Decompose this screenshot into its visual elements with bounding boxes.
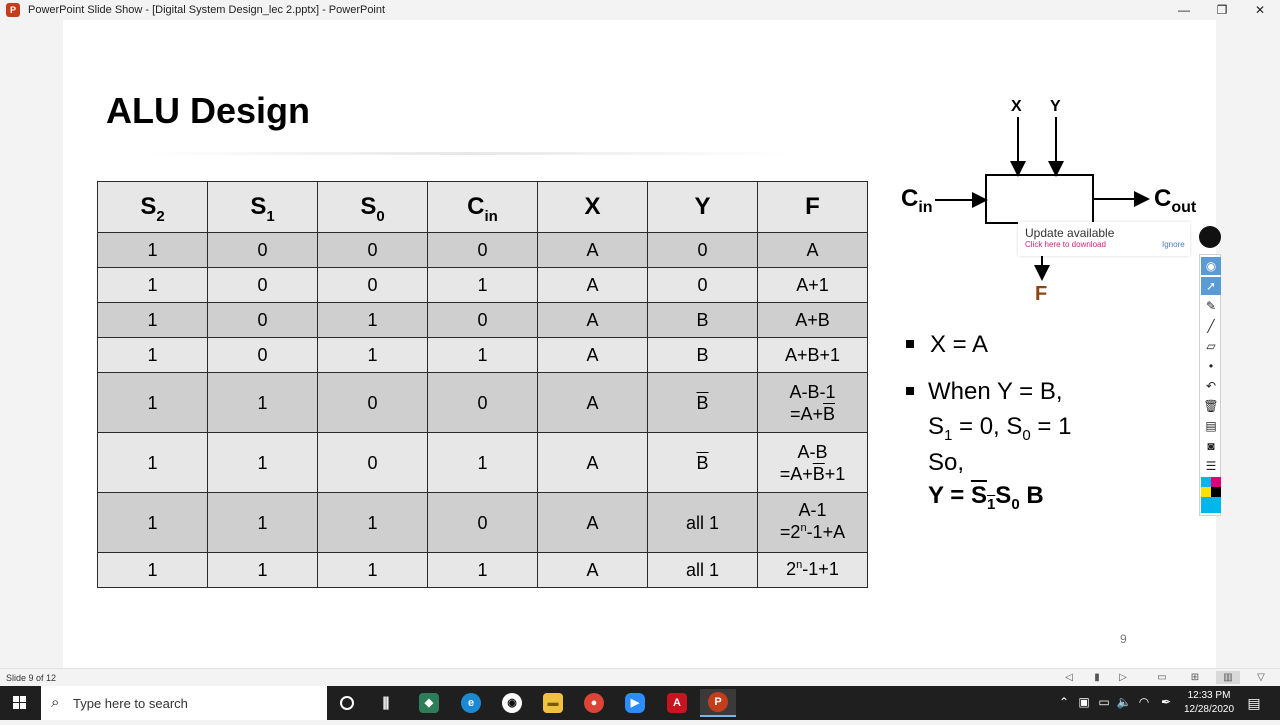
cell-f: A-1 $=2^n-1+A$ (758, 493, 868, 553)
header-s1: $S_1$ (208, 182, 318, 233)
cell-x: A (538, 553, 648, 588)
bullet-marker (906, 387, 914, 395)
normal-view-icon[interactable]: ▭ (1157, 672, 1167, 683)
cell-s1: 1 (208, 493, 318, 553)
taskbar-clock[interactable] (1180, 689, 1238, 717)
notes-icon[interactable]: ☰ (1205, 459, 1217, 473)
table-row (98, 233, 868, 268)
app-bulb-icon[interactable]: ◉ (494, 689, 530, 717)
cell-s1: 0 (208, 233, 318, 268)
table-row (98, 338, 868, 373)
cell-s1: 0 (208, 338, 318, 373)
alu-truth-table (97, 181, 868, 588)
minimize-button[interactable]: — (1178, 3, 1190, 17)
cell-s2: 1 (98, 338, 208, 373)
cell-y: 0 (648, 233, 758, 268)
trash-icon[interactable]: 🗑 (1203, 399, 1219, 413)
cell-cin: 0 (428, 493, 538, 553)
alu-box (986, 175, 1093, 223)
cell-f: A (758, 233, 868, 268)
chrome-icon[interactable]: ● (576, 689, 612, 717)
cell-f: A+1 (758, 268, 868, 303)
cin-label: $C_{in}$ (901, 185, 933, 216)
previous-slide-icon[interactable]: ◁ (1065, 672, 1073, 683)
cell-cin: 0 (428, 303, 538, 338)
clock-date: 12/28/2020 (1183, 704, 1235, 715)
cell-s1: 0 (208, 303, 318, 338)
search-icon: ⌕ (51, 694, 60, 711)
table-header-row (98, 182, 868, 233)
cell-s2: 1 (98, 433, 208, 493)
undo-icon[interactable]: ↶ (1205, 379, 1217, 393)
cell-x: A (538, 303, 648, 338)
cell-y: B (648, 338, 758, 373)
bullet-x-equals-a: X = A (930, 331, 989, 358)
next-slide-icon[interactable]: ▷ (1119, 672, 1127, 683)
lightbulb-icon[interactable] (1199, 226, 1221, 248)
board-icon[interactable]: ▤ (1205, 419, 1217, 433)
cell-cin: 1 (428, 338, 538, 373)
table-row (98, 373, 868, 433)
color-blue-swatch[interactable] (1201, 497, 1221, 513)
cell-s2: 1 (98, 373, 208, 433)
cout-label: $C_{out}$ (1154, 185, 1197, 216)
color-black-swatch[interactable] (1211, 487, 1221, 497)
cell-y: all 1 (648, 553, 758, 588)
tray-meet-icon[interactable]: ▣ (1078, 695, 1090, 709)
close-button[interactable]: ✕ (1254, 3, 1266, 17)
cell-x: A (538, 493, 648, 553)
cell-cin: 1 (428, 553, 538, 588)
eye-icon[interactable]: ◉ (1201, 257, 1221, 275)
camera-icon[interactable]: ◙ (1207, 439, 1215, 453)
cell-s0: 0 (318, 268, 428, 303)
cell-cin: 0 (428, 373, 538, 433)
cell-x: A (538, 433, 648, 493)
restore-button[interactable]: ❐ (1216, 3, 1228, 17)
cell-s0: 1 (318, 303, 428, 338)
page-number: 9 (1120, 632, 1127, 646)
status-bar (0, 668, 1280, 686)
windows-start-button[interactable] (0, 686, 40, 720)
window-title: PowerPoint Slide Show - [Digital System Design_lec 2.pptx] - PowerPoint (28, 4, 386, 16)
header-y: Y (648, 182, 758, 233)
cell-y: $\overline{B}$ (648, 433, 758, 493)
header-cin: $C_{in}$ (428, 182, 538, 233)
menu-icon[interactable]: ▮ (1094, 672, 1100, 683)
color-magenta-swatch[interactable] (1211, 477, 1221, 487)
slideshow-view-icon[interactable]: ▽ (1257, 672, 1265, 683)
cell-f: A+B (758, 303, 868, 338)
cell-y: $\overline{B}$ (648, 373, 758, 433)
file-explorer-icon[interactable]: ▬ (535, 689, 571, 717)
powerpoint-taskbar-icon[interactable]: P (700, 689, 736, 717)
cell-s0: 0 (318, 233, 428, 268)
cell-y: all 1 (648, 493, 758, 553)
powerpoint-icon: P (6, 3, 20, 17)
tray-battery-icon[interactable]: ▭ (1098, 695, 1110, 709)
cell-s2: 1 (98, 553, 208, 588)
speaker-icon[interactable]: 🔈 (1116, 695, 1132, 709)
f-label: F (1035, 283, 1048, 305)
pen-workspace-icon[interactable]: ✒ (1160, 695, 1172, 709)
table-row (98, 303, 868, 338)
task-view-icon[interactable]: ⫼ (382, 695, 390, 711)
table-row (98, 493, 868, 553)
slide-title: ALU Design (106, 90, 311, 131)
reading-view-icon[interactable]: ▥ (1216, 671, 1240, 684)
pen-icon[interactable]: ✎ (1205, 299, 1217, 313)
header-s2: $S_2$ (98, 182, 208, 233)
cell-x: A (538, 233, 648, 268)
color-cyan-swatch[interactable] (1201, 477, 1211, 487)
cell-cin: 1 (428, 268, 538, 303)
cell-x: A (538, 268, 648, 303)
dot-icon[interactable]: • (1208, 359, 1214, 373)
cell-cin: 0 (428, 233, 538, 268)
app-green-icon[interactable]: ◆ (411, 689, 447, 717)
popup-title: Update available (1025, 226, 1115, 240)
table-row (98, 268, 868, 303)
y-equation: $Y = \overline{S}_1S_0$ B (928, 482, 1044, 513)
cell-f: A+B+1 (758, 338, 868, 373)
title-underline (143, 152, 793, 155)
cell-cin: 1 (428, 433, 538, 493)
header-x: X (538, 182, 648, 233)
slide-counter: Slide 9 of 12 (6, 673, 57, 683)
cell-f: A-B-1 $=A+\overline{B}$ (758, 373, 868, 433)
tray-chevron-icon[interactable]: ⌃ (1058, 695, 1070, 709)
cell-s0: 1 (318, 553, 428, 588)
ignore-link[interactable]: Ignore (1162, 240, 1185, 249)
table-row (98, 433, 868, 493)
so-line: So, (928, 449, 965, 476)
color-yellow-swatch[interactable] (1201, 487, 1211, 497)
cell-x: A (538, 373, 648, 433)
bullet-marker (906, 340, 914, 348)
header-f: F (758, 182, 868, 233)
pointer-icon[interactable]: ➚ (1201, 277, 1221, 295)
y-label: Y (1050, 98, 1061, 115)
window-titlebar (0, 0, 1280, 20)
windows-taskbar (0, 686, 1280, 720)
cell-s1: 1 (208, 373, 318, 433)
clock-time: 12:33 PM (1187, 690, 1231, 701)
cell-s0: 0 (318, 433, 428, 493)
cell-s1: 1 (208, 433, 318, 493)
cell-s2: 1 (98, 303, 208, 338)
cell-s0: 1 (318, 493, 428, 553)
cell-s2: 1 (98, 233, 208, 268)
select-condition-line: $S_1 = 0$, $S_0 = 1$ (928, 413, 1072, 444)
cell-f: $2^n-1+1$ (758, 553, 868, 588)
notifications-icon[interactable]: ▤ (1247, 695, 1261, 711)
cell-x: A (538, 338, 648, 373)
edge-icon[interactable]: e (453, 689, 489, 717)
cell-s1: 0 (208, 268, 318, 303)
cortana-icon[interactable] (329, 689, 365, 717)
cell-s0: 1 (318, 338, 428, 373)
cell-f: A-B $=A+\overline{B}+1$ (758, 433, 868, 493)
acrobat-icon[interactable]: A (659, 689, 695, 717)
table-row (98, 553, 868, 588)
search-input[interactable]: Type here to search (73, 696, 188, 711)
cell-s2: 1 (98, 493, 208, 553)
taskbar-search-box[interactable] (41, 686, 327, 720)
cell-s2: 1 (98, 268, 208, 303)
wifi-icon[interactable]: ◠ (1138, 695, 1150, 709)
slide-sorter-icon[interactable]: ⊞ (1190, 672, 1200, 683)
pen-toolbar (1199, 254, 1221, 516)
update-popup[interactable] (1018, 222, 1190, 256)
zoom-icon[interactable]: ▶ (617, 689, 653, 717)
line-icon[interactable]: ╱ (1207, 319, 1215, 333)
header-s0: $S_0$ (318, 182, 428, 233)
cell-y: B (648, 303, 758, 338)
cell-s1: 1 (208, 553, 318, 588)
cell-y: 0 (648, 268, 758, 303)
x-label: X (1011, 98, 1022, 115)
cell-s0: 0 (318, 373, 428, 433)
eraser-icon[interactable]: ▱ (1206, 339, 1216, 353)
bullet-when-y-equals-b: When Y = B, (928, 378, 1063, 405)
download-link[interactable]: Click here to download (1025, 240, 1106, 249)
